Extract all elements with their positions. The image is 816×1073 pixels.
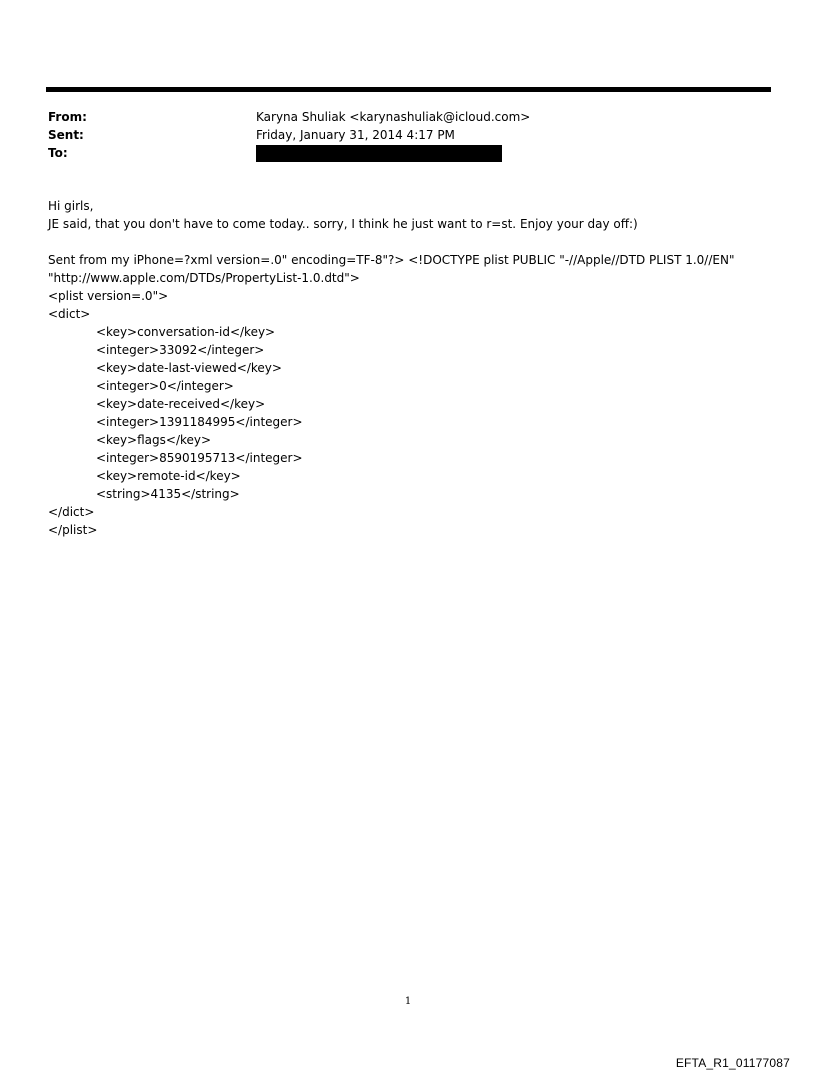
dict-line: <key>flags</key> bbox=[96, 433, 212, 447]
dict-line: <integer>33092</integer> bbox=[96, 343, 265, 357]
sent-label: Sent: bbox=[48, 128, 84, 142]
dict-line: <integer>0</integer> bbox=[96, 379, 234, 393]
email-header bbox=[48, 108, 768, 162]
to-redaction-bar bbox=[256, 145, 502, 162]
dict-close-line: </dict> bbox=[48, 505, 95, 519]
to-label: To: bbox=[48, 146, 68, 160]
dict-line: <key>date-received</key> bbox=[96, 397, 266, 411]
plist-close-line: </plist> bbox=[48, 523, 98, 537]
dict-line: <integer>1391184995</integer> bbox=[96, 415, 303, 429]
dict-open-line: <dict> bbox=[48, 307, 91, 321]
plist-open-line: <plist version=.0"> bbox=[48, 289, 169, 303]
sent-value: Friday, January 31, 2014 4:17 PM bbox=[256, 128, 455, 142]
dtd-line: "http://www.apple.com/DTDs/PropertyList-1.0.dtd"> bbox=[48, 271, 360, 285]
from-value: Karyna Shuliak <karynashuliak@icloud.com> bbox=[256, 110, 531, 124]
from-label: From: bbox=[48, 110, 87, 124]
signature-line: Sent from my iPhone=?xml version=.0" encoding=TF-8"?> <!DOCTYPE plist PUBLIC "-//Apple//DTD PLIST 1.0//EN" bbox=[48, 253, 735, 267]
blank-line bbox=[48, 233, 788, 251]
greeting-line: Hi girls, bbox=[48, 199, 94, 213]
message-line: JE said, that you don't have to come today.. sorry, I think he just want to r=st. Enjoy your day off:) bbox=[48, 217, 638, 231]
to-row bbox=[48, 144, 768, 162]
from-row bbox=[48, 108, 768, 126]
document-id: EFTA_R1_01177087 bbox=[675, 1056, 790, 1070]
header-divider bbox=[46, 87, 771, 92]
sent-row bbox=[48, 126, 768, 144]
email-body bbox=[48, 197, 788, 539]
page-number: 1 bbox=[404, 996, 412, 1007]
dict-line: <key>remote-id</key> bbox=[96, 469, 241, 483]
dict-line: <string>4135</string> bbox=[96, 487, 240, 501]
dict-line: <key>date-last-viewed</key> bbox=[96, 361, 282, 375]
dict-line: <integer>8590195713</integer> bbox=[96, 451, 303, 465]
dict-line: <key>conversation-id</key> bbox=[96, 325, 276, 339]
